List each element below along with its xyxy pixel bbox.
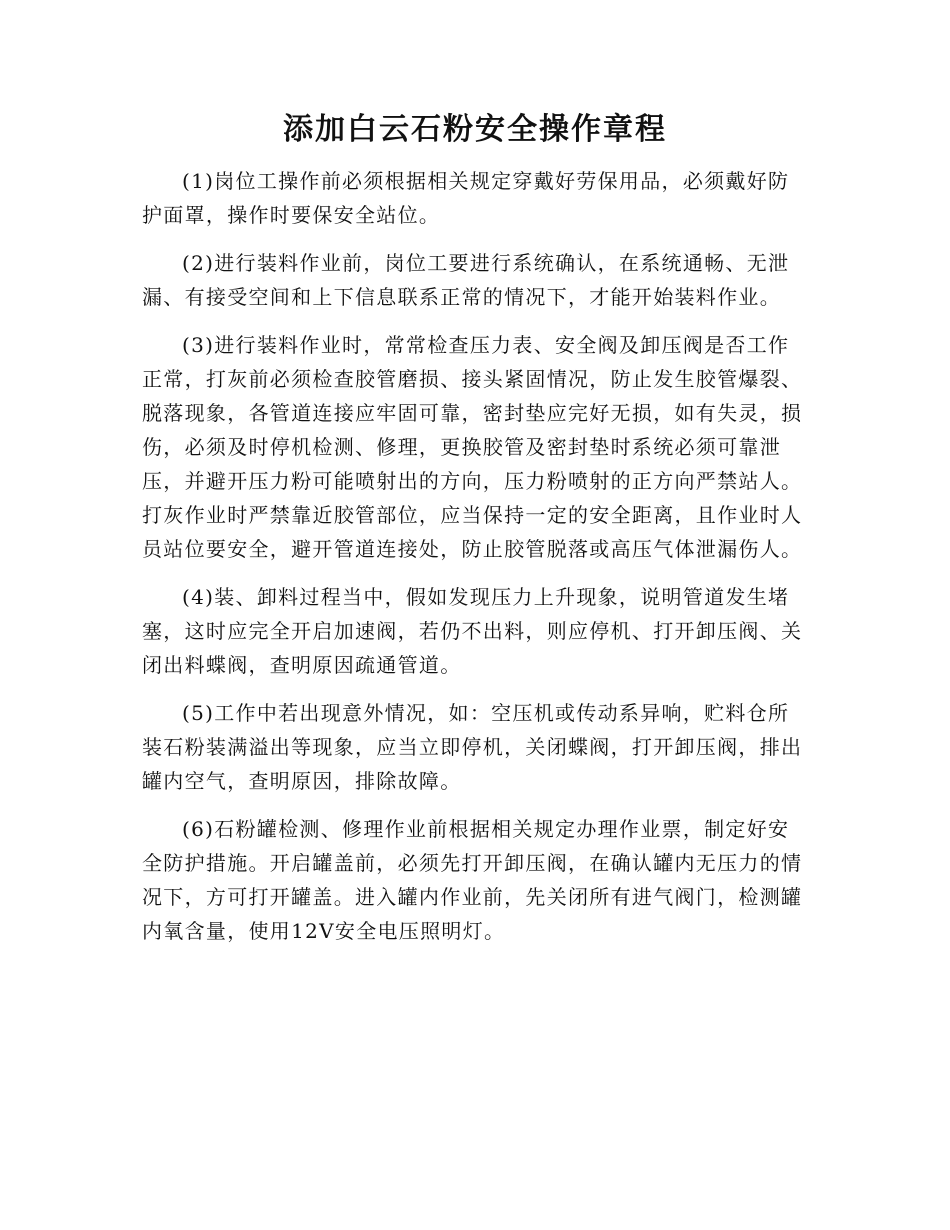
paragraph-2: (2)进行装料作业前，岗位工要进行系统确认，在系统通畅、无泄漏、有接受空间和上下信息联系正常的情况下，才能开始装料作业。	[142, 251, 790, 309]
paragraph-5: (5)工作中若出现意外情况，如：空压机或传动系异响，贮料仓所装石粉装满溢出等现象，应当立即停机，关闭蝶阀，打开卸压阀，排出罐内空气，查明原因，排除故障。	[142, 701, 803, 793]
document-title: 添加白云石粉安全操作章程	[283, 112, 667, 147]
document-body	[142, 164, 804, 962]
paragraph-6: (6)石粉罐检测、修理作业前根据相关规定办理作业票，制定好安全防护措施。开启罐盖前，必须先打开卸压阀，在确认罐内无压力的情况下，方可打开罐盖。进入罐内作业前，先关闭所有进气阀门，检测罐内氧含量，使用12V安全电压照明灯。	[142, 817, 803, 943]
paragraph-4: (4)装、卸料过程当中，假如发现压力上升现象，说明管道发生堵塞，这时应完全开启加速阀，若仍不出料，则应停机、打开卸压阀、关闭出料蝶阀，查明原因疏通管道。	[142, 585, 803, 677]
paragraph-3: (3)进行装料作业时，常常检查压力表、安全阀及卸压阀是否工作正常，打灰前必须检查胶管磨损、接头紧固情况，防止发生胶管爆裂、脱落现象，各管道连接应牢固可靠，密封垫应完好无损，如有失灵，损伤，必须及时停机检测、修理，更换胶管及密封垫时系统必须可靠泄压，并避开压力粉可能喷射出的方向，压力粉喷射的正方向严禁站人。打灰作业时严禁靠近胶管部位，应当保持一定的安全距离，且作业时人员站位要安全，避开管道连接处，防止胶管脱落或高压气体泄漏伤人。	[142, 333, 803, 561]
paragraph-1: (1)岗位工操作前必须根据相关规定穿戴好劳保用品，必须戴好防护面罩，操作时要保安全站位。	[142, 169, 790, 227]
